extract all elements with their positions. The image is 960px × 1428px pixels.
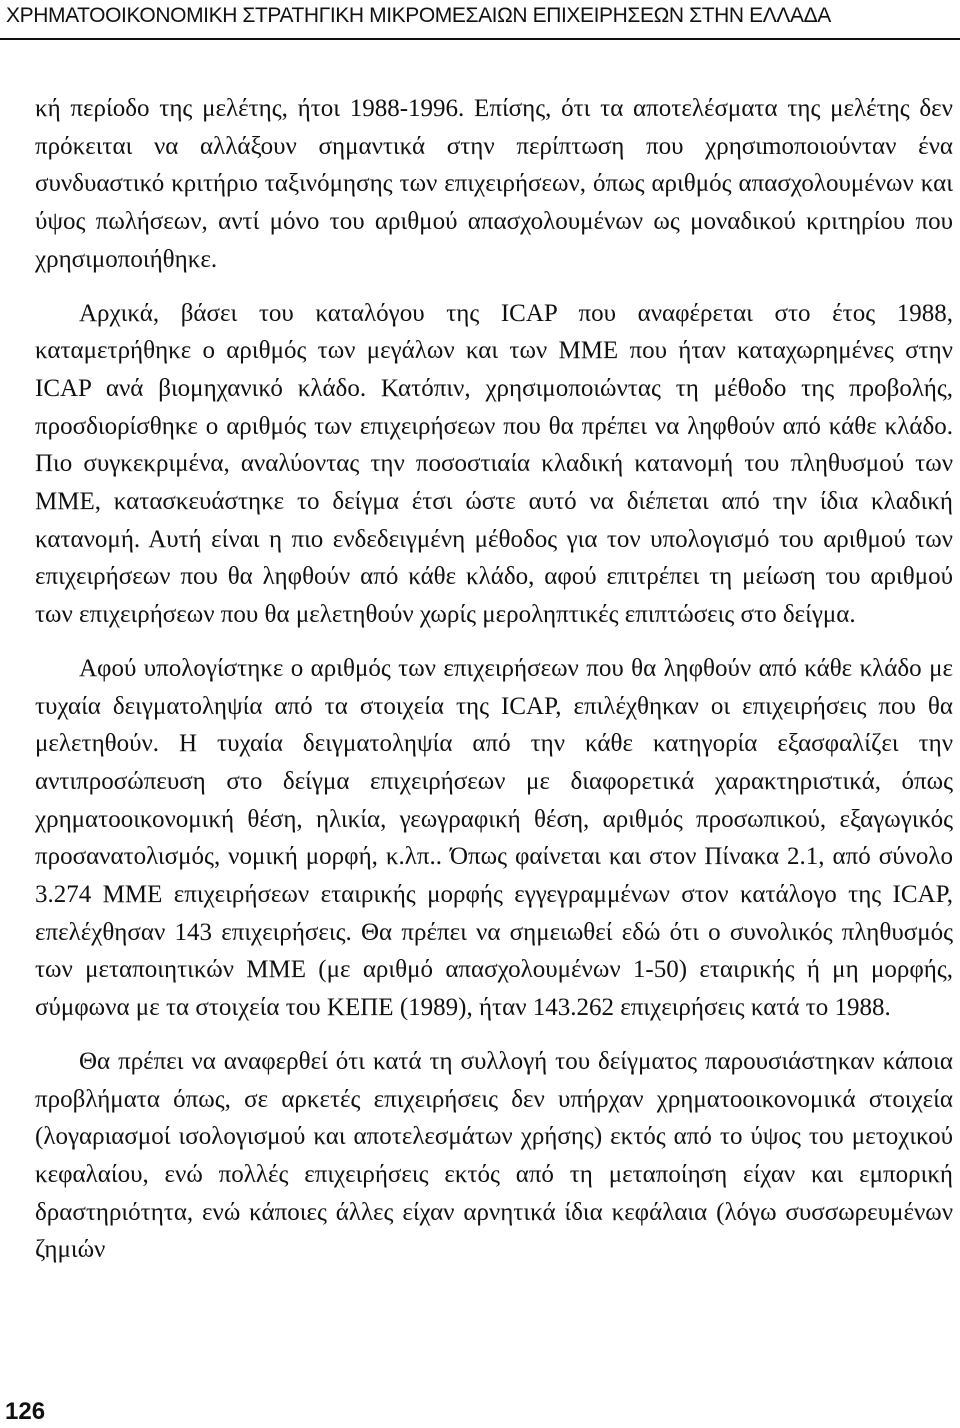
- paragraph-icap-catalogue: Αρχικά, βάσει του καταλόγου της ICAP που αναφέρεται στο έτος 1988, καταμετρήθηκε ο αριθμός των μεγάλων και των ΜΜΕ που ήταν καταχωρημένες στην ICAP ανά βιομηχανικό κλάδο. Κατόπιν, χρησιμοποιώντας τη μέθοδο της προβολής, προσδιορίσθηκε ο αριθμός των επιχειρήσεων που θα πρέπει να ληφθούν από κάθε κλάδο. Πιο συγκεκριμένα, αναλύοντας την ποσοστιαία κλαδική κατανομή του πληθυσμού των ΜΜΕ, κατασκευάστηκε το δείγμα έτσι ώστε αυτό να διέπεται από την ίδια κλαδική κατανομή. Αυτή είναι η πιο ενδεδειγμένη μέθοδος για τον υπολογισμό του αριθμού των επιχειρήσεων που θα ληφθούν από κάθε κλάδο, αφού επιτρέπει τη μείωση του αριθμού των επιχειρήσεων που θα μελετηθούν χωρίς μεροληπτικές επιπτώσεις στο δείγμα.: [35, 299, 953, 629]
- running-header: ΧΡΗΜΑΤΟΟΙΚΟΝΟΜΙΚΗ ΣΤΡΑΤΗΓΙΚΗ ΜΙΚΡΟΜΕΣΑΙΩΝ ΕΠΙΧΕΙΡΗΣΕΩΝ ΣΤΗΝ ΕΛΛΑΔΑ: [6, 4, 831, 27]
- paragraph-continuation: κή περίοδο της μελέτης, ήτοι 1988-1996. Επίσης, ότι τα αποτελέσματα της μελέτης δεν πρόκειται να αλλάξουν σημαντικά στην περίπτωση που χρησιmοποιούνταν ένα συνδυαστικό κριτήριο ταξινόμησης των επιχειρήσεων, όπως αριθμός απασχολουμένων και ύψος πωλήσεων, αντί μόνο του αριθμού απασχολουμένων ως μοναδικού κριτηρίου που χρησιμοποιήθηκε.: [35, 95, 953, 273]
- header-rule: [0, 38, 960, 40]
- paragraph-sample-problems: Θα πρέπει να αναφερθεί ότι κατά τη συλλογή του δείγματος παρουσιάστηκαν κάποια προβλήματα όπως, σε αρκετές επιχειρήσεις δεν υπήρχαν χρηματοοικονομικά στοιχεία (λογαριασμοί ισολογισμού και αποτελεσμάτων χρήσης) εκτός από το ύψος του μετοχικού κεφαλαίου, ενώ πολλές επιχειρήσεις εκτός από τη μεταποίηση είχαν και εμπορική δραστηριότητα, ενώ κάποιες άλλες είχαν αρνητικά ίδια κεφάλαια (λόγω συσσωρευμένων ζημιών: [35, 1047, 953, 1264]
- page-number: 126: [5, 1398, 46, 1425]
- paragraph-random-sampling: Αφού υπολογίστηκε ο αριθμός των επιχειρήσεων που θα ληφθούν από κάθε κλάδο με τυχαία δειγματοληψία από τα στοιχεία της ICAP, επιλέχθηκαν οι επιχειρήσεις που θα μελετηθούν. Η τυχαία δειγματοληψία από την κάθε κατηγορία εξασφαλίζει την αντιπροσώπευση στο δείγμα επιχειρήσεων με διαφορετικά χαρακτηριστικά, όπως χρηματοοικονομική θέση, ηλικία, γεωγραφική θέση, αριθμός προσωπικού, εξαγωγικός προσανατολισμός, νομική μορφή, κ.λπ.. Όπως φαίνεται και στον Πίνακα 2.1, από σύνολο 3.274 ΜΜΕ επιχειρήσεων εταιρικής μορφής εγγεγραμμένων στον κατάλογο της ICAP, επελέχθησαν 143 επιχειρήσεις. Θα πρέπει να σημειωθεί εδώ ότι ο συνολικός πληθυσμός των μεταποιητικών ΜΜΕ (με αριθμό απασχολουμένων 1-50) εταιρικής ή μη μορφής, σύμφωνα με τα στοιχεία του ΚΕΠΕ (1989), ήταν 143.262 επιχειρήσεις κατά το 1988.: [35, 654, 953, 1022]
- body-text: [35, 90, 953, 1285]
